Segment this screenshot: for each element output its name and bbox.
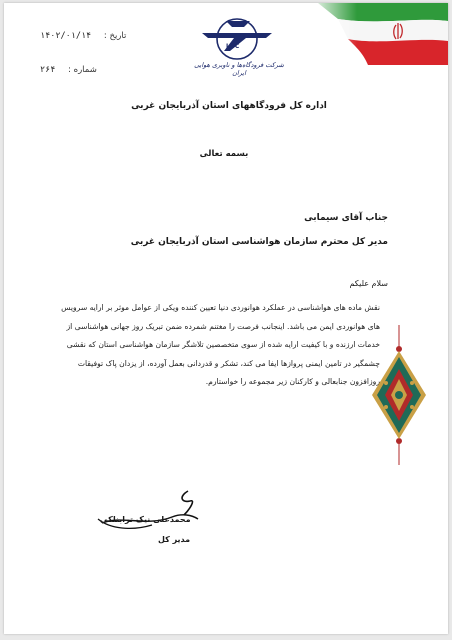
signatory-title: مدیر کل bbox=[158, 535, 191, 544]
body-line: روزافزون جنابعالی و کارکنان زیر مجموعه را خواستارم. bbox=[205, 377, 380, 386]
letter-body bbox=[40, 299, 380, 392]
signatory-name: محمدعلی نیک ترابنلکی bbox=[100, 515, 191, 524]
logo-caption: شرکت فرودگاه‌ها و ناوبری هوایی ایران bbox=[194, 61, 284, 77]
date-line bbox=[40, 31, 126, 41]
iran-flag-image bbox=[308, 3, 448, 65]
letter-page bbox=[4, 3, 448, 634]
organization-title: اداره کل فرودگاههای استان آذربایجان غربی bbox=[131, 101, 327, 111]
number-value: ۲۶۴ bbox=[40, 65, 56, 75]
number-label: شماره : bbox=[68, 65, 97, 75]
body-line: های هوانوردی ایمن می باشد. اینجانب فرصت را مغتنم شمرده ضمن تبریک روز جهانی هواشناسی از bbox=[66, 321, 380, 331]
number-line bbox=[40, 65, 97, 75]
addressee-name: جناب آقای سیمابی bbox=[304, 213, 388, 223]
date-label: تاریخ : bbox=[103, 31, 127, 41]
body-line: نقش ماده های هواشناسی در عملکرد هوانوردی دنیا تعیین کننده ویکی از عوامل موثر بر ارایه سرویس bbox=[61, 303, 380, 312]
addressee-title: مدیر کل محترم سازمان هواشناسی استان آذربایجان غربی bbox=[130, 237, 388, 247]
date-value: ۱۴۰۲/۰۱/۱۴ bbox=[40, 31, 92, 41]
body-line: خدمات ارزنده و با کیفیت ارایه شده از سوی متخصصین تلاشگر سازمان هواشناسی استان که نقشی bbox=[66, 340, 380, 349]
greeting: سلام علیکم bbox=[349, 279, 388, 288]
islamic-ornament-icon bbox=[370, 325, 428, 465]
body-line: چشمگیر در تامین ایمنی پروازها ایفا می کند، تشکر و قدردانی بعمل آورده، از یزدان پاک توفیقات bbox=[77, 358, 380, 368]
logo-initials: IAC bbox=[226, 43, 241, 50]
basmala-heading: بسمه تعالی bbox=[199, 149, 249, 159]
handwritten-signature-icon bbox=[92, 489, 204, 533]
